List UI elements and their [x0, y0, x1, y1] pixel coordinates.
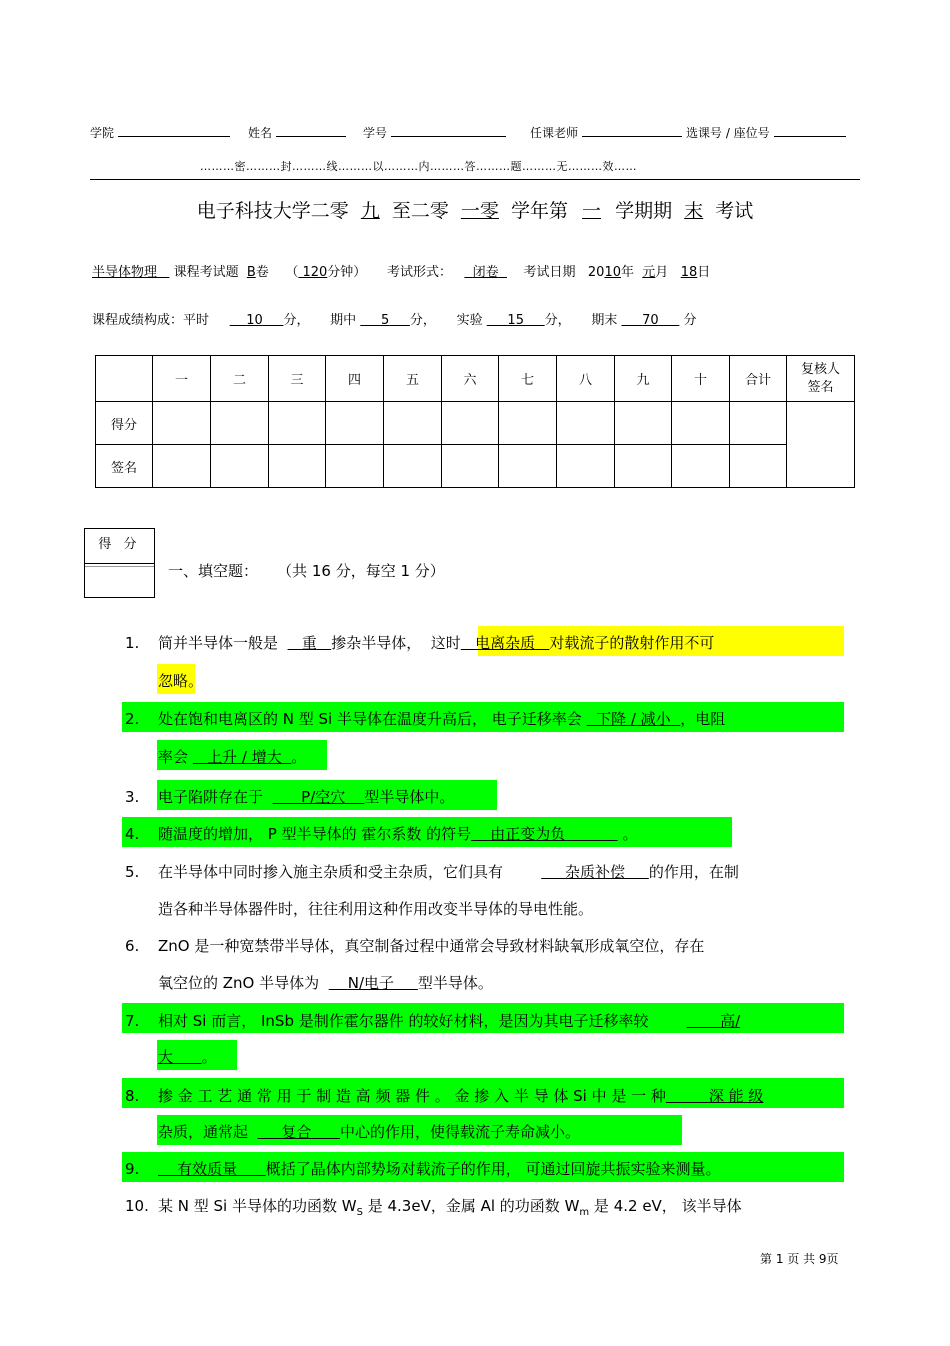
student-id-field [363, 124, 506, 141]
exam-month: 元 [642, 265, 656, 280]
answer: N/电子 [347, 974, 395, 992]
question-text: 型半导体中。 [364, 788, 455, 806]
question-7 [125, 1010, 740, 1031]
signature-cell[interactable] [442, 445, 499, 488]
exam-year-a: 20 [587, 265, 605, 280]
seal-line: ………密………封………线………以………内………答………题………无………效…… [200, 160, 637, 173]
exam-form-label: 考试形式： [386, 265, 452, 280]
table-header: 七 [499, 356, 557, 402]
section-title: 一、填空题： [168, 562, 259, 580]
score-cell[interactable] [730, 402, 787, 445]
signature-cell[interactable] [269, 445, 326, 488]
college-field [90, 124, 230, 141]
question-7-cont [125, 1046, 217, 1067]
question-9 [125, 1158, 720, 1179]
signature-cell[interactable] [499, 445, 557, 488]
answer: 大 [158, 1048, 174, 1066]
question-number: 3. [125, 788, 140, 806]
signature-cell[interactable] [384, 445, 442, 488]
signature-cell[interactable] [211, 445, 269, 488]
answer: 复合 [281, 1123, 312, 1141]
score-cell[interactable] [615, 402, 672, 445]
signature-cell[interactable] [557, 445, 615, 488]
question-number: 5. [125, 863, 140, 881]
question-8-cont [125, 1121, 580, 1142]
answer: P/空穴 [301, 788, 346, 806]
answer: 由正变为负 [490, 825, 566, 843]
signature-cell[interactable] [672, 445, 730, 488]
answer: 深 能 级 [708, 1087, 764, 1105]
question-text: 率会 [158, 748, 189, 766]
lab-label: 实验 [456, 313, 483, 328]
table-header: 二 [211, 356, 269, 402]
subscript: m [579, 1207, 590, 1218]
reviewer-line1: 复核人 [800, 361, 840, 377]
question-2 [125, 708, 725, 729]
question-3 [125, 786, 454, 807]
title-year-b: 一零 [460, 200, 499, 222]
subscript: S [356, 1207, 363, 1218]
question-number: 9. [125, 1160, 140, 1178]
midterm-label: 期中 [330, 313, 357, 328]
student-id-label: 学号 [363, 126, 388, 140]
question-8 [125, 1085, 763, 1106]
question-text: 某 N 型 Si 半导体的功函数 W [158, 1197, 357, 1215]
table-row-label: 签名 [96, 445, 153, 488]
course-name: 半导体物理 [92, 265, 158, 280]
title-part: 电子科技大学二零 [196, 200, 349, 222]
score-cell[interactable] [442, 402, 499, 445]
table-header: 十 [672, 356, 730, 402]
section-heading [168, 560, 445, 581]
paper-letter: B [246, 265, 256, 280]
duration-value: 120 [302, 265, 328, 280]
seat-field [686, 124, 846, 141]
table-header: 四 [326, 356, 384, 402]
question-4 [125, 823, 637, 844]
question-number: 4. [125, 825, 140, 843]
teacher-label: 任课老师 [530, 126, 579, 140]
signature-cell[interactable] [326, 445, 384, 488]
year-unit: 年 [621, 265, 635, 280]
question-text: 在半导体中同时掺入施主杂质和受主杂质，它们具有 [158, 863, 504, 881]
question-number: 8. [125, 1087, 140, 1105]
teacher-blank [582, 124, 682, 137]
answer: 高/ [720, 1012, 741, 1030]
title-semester: 一 [582, 200, 602, 222]
question-text: 中心的作用，使得载流子寿命减小。 [340, 1123, 581, 1141]
title-part: 学期期 [615, 200, 673, 222]
teacher-field [530, 124, 682, 141]
question-text: 掺杂半导体， [331, 634, 422, 652]
question-number: 1. [125, 634, 140, 652]
seat-label: 选课号 / 座位号 [686, 126, 770, 140]
final-label: 期末 [591, 313, 618, 328]
section-score-box [84, 528, 155, 598]
answer: 下降 / 减小 [596, 710, 671, 728]
question-text: 是 4.2 eV， 该半导体 [589, 1197, 742, 1215]
regular-score: 10 [246, 313, 263, 328]
question-5 [125, 861, 739, 882]
seat-blank [774, 124, 846, 137]
question-text: 随温度的增加， P 型半导体的 霍尔系数 的符号 [158, 825, 472, 843]
student-id-blank [391, 124, 506, 137]
day-unit: 日 [697, 265, 711, 280]
question-text: 造各种半导体器件时，往往利用这种作用改变半导体的导电性能。 [158, 900, 594, 918]
answer: 重 [301, 634, 317, 652]
paper-suffix: 卷 [255, 265, 269, 280]
college-blank [118, 124, 230, 137]
score-cell[interactable] [384, 402, 442, 445]
table-header: 五 [384, 356, 442, 402]
answer: 杂质补偿 [565, 863, 626, 881]
name-blank [276, 124, 346, 137]
score-cell[interactable] [269, 402, 326, 445]
lab-score: 15 [507, 313, 524, 328]
reviewer-header [787, 356, 855, 402]
exam-label: 课程考试题 [173, 265, 239, 280]
question-text: 。 [201, 1048, 217, 1066]
duration-unit: 分钟） [327, 265, 367, 280]
question-text: 型半导体。 [417, 974, 493, 992]
exam-date-label: 考试日期 [523, 265, 576, 280]
question-text: 的作用，在制 [648, 863, 739, 881]
reviewer-line2: 签名 [807, 379, 834, 395]
title-term: 末 [684, 200, 704, 222]
exam-title [0, 196, 950, 223]
question-2-cont [125, 746, 306, 767]
table-corner [96, 356, 153, 402]
question-text: 这时 [430, 634, 461, 652]
score-table [95, 355, 855, 488]
college-label: 学院 [90, 126, 115, 140]
question-number: 7. [125, 1012, 140, 1030]
question-number: 2. [125, 710, 140, 728]
score-box-divider [85, 566, 154, 567]
score-cell[interactable] [153, 402, 211, 445]
score-cell[interactable] [557, 402, 615, 445]
reviewer-cell[interactable] [787, 402, 855, 488]
score-unit: 分， [409, 313, 436, 328]
question-text: 氧空位的 ZnO 半导体为 [158, 974, 320, 992]
duration-open: （ [285, 265, 299, 280]
question-number: 6. [125, 937, 140, 955]
score-cell[interactable] [499, 402, 557, 445]
question-1 [125, 632, 714, 653]
question-text: 处在饱和电离区的 N 型 Si 半导体在温度升高后， 电子迁移率会 [158, 710, 582, 728]
question-text: 电子陷阱存在于 [158, 788, 264, 806]
title-part: 学年第 [510, 200, 568, 222]
question-text: 概括了晶体内部势场对载流子的作用， 可通过回旋共振实验来测量。 [265, 1160, 721, 1178]
title-year-a: 九 [360, 200, 380, 222]
exam-day: 18 [680, 265, 698, 280]
name-label: 姓名 [248, 126, 273, 140]
score-cell[interactable] [326, 402, 384, 445]
title-part: 至二零 [391, 200, 449, 222]
exam-form-value: 闭卷 [472, 265, 499, 280]
signature-cell[interactable] [615, 445, 672, 488]
signature-cell[interactable] [153, 445, 211, 488]
table-header: 一 [153, 356, 211, 402]
answer: 有效质量 [177, 1160, 238, 1178]
score-cell[interactable] [672, 402, 730, 445]
course-info [92, 261, 710, 280]
question-text: ZnO 是一种宽禁带半导体，真空制备过程中通常会导致材料缺氧形成氧空位，存在 [158, 937, 705, 955]
table-header: 九 [615, 356, 672, 402]
question-text: 杂质，通常起 [158, 1123, 249, 1141]
score-unit: 分， [544, 313, 571, 328]
header-divider [90, 179, 860, 180]
title-part: 考试 [715, 200, 754, 222]
table-header: 六 [442, 356, 499, 402]
question-6-cont [125, 972, 493, 993]
question-10 [125, 1195, 742, 1218]
question-text: 是 4.3eV，金属 Al 的功函数 W [362, 1197, 580, 1215]
section-score-label: 得 分 [85, 529, 154, 564]
question-text: 。 [291, 748, 307, 766]
table-row-label: 得分 [96, 402, 153, 445]
answer: 上升 / 增大 [207, 748, 282, 766]
question-text: 简并半导体一般是 [158, 634, 279, 652]
signature-cell[interactable] [730, 445, 787, 488]
midterm-score: 5 [380, 313, 390, 328]
grading-composition [92, 309, 697, 328]
final-score: 70 [642, 313, 659, 328]
question-text: 掺 金 工 艺 通 常 用 于 制 造 高 频 器 件 。 金 掺 入 半 导 体 Si 中 是 一 种 [158, 1087, 666, 1105]
score-cell[interactable] [211, 402, 269, 445]
question-6 [125, 935, 704, 956]
question-number: 10. [125, 1197, 149, 1215]
answer: 电离杂质 [475, 634, 536, 652]
exam-year-b: 10 [604, 265, 621, 280]
table-header: 合计 [730, 356, 787, 402]
month-unit: 月 [655, 265, 669, 280]
question-text: ，电阻 [680, 710, 726, 728]
table-header: 三 [269, 356, 326, 402]
question-text: 忽略。 [158, 672, 204, 690]
table-header: 八 [557, 356, 615, 402]
question-text: 相对 Si 而言， InSb 是制作霍尔器件 的较好材料，是因为其电子迁移率较 [158, 1012, 649, 1030]
score-unit: 分， [283, 313, 310, 328]
grading-label: 课程成绩构成：平时 [92, 313, 210, 328]
final-unit: 分 [683, 313, 697, 328]
question-5-cont [125, 898, 593, 919]
question-text: 。 [622, 825, 638, 843]
question-1-cont [125, 670, 203, 691]
question-text: 对载流子的散射作用不可 [549, 634, 715, 652]
section-note: （共 16 分，每空 1 分） [277, 562, 445, 580]
page-number: 第 1 页 共 9页 [760, 1252, 839, 1266]
name-field [248, 124, 346, 141]
